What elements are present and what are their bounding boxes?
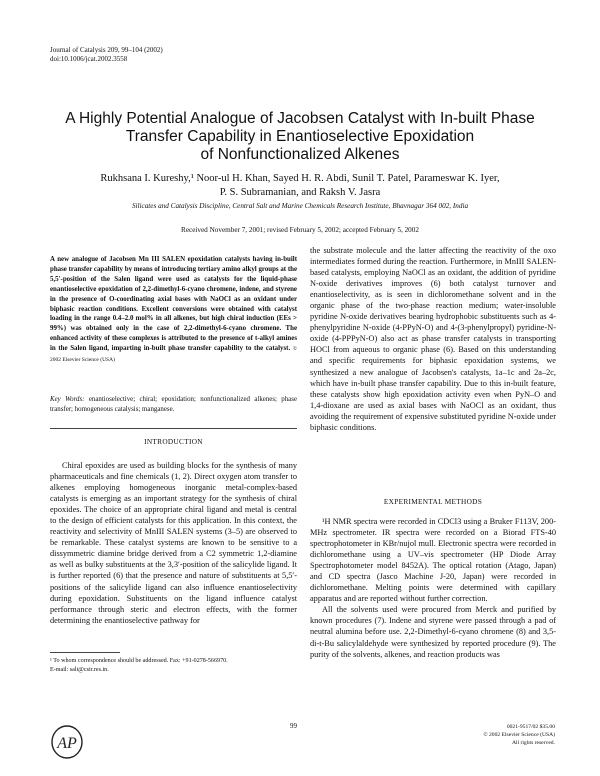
section-divider bbox=[50, 428, 297, 429]
title-line-2: Transfer Capability in Enantioselective Epoxidation bbox=[125, 128, 475, 145]
logo-text: AP bbox=[57, 735, 77, 752]
publisher-logo bbox=[50, 724, 84, 760]
rights-statement bbox=[483, 724, 555, 747]
rights-line-3: All rights reserved. bbox=[511, 739, 555, 746]
abstract-copyright: © 2002 Elsevier Science (USA) bbox=[50, 346, 297, 364]
journal-line: Journal of Catalysis 209, 99–104 (2002) bbox=[50, 46, 163, 54]
footnote bbox=[50, 657, 297, 674]
title-line-1: A Highly Potential Analogue of Jacobsen Catalyst with In-built Phase bbox=[65, 110, 535, 127]
journal-citation bbox=[50, 46, 163, 64]
experimental-paragraph-2: All the solvents used were procured from Merck and purified by known procedures (7). Indene and styrene were passed through a pad of neutral alumina before use. 2,2-Dimethyl-6-cyano chromene (8) and 3,5-di-t-Bu salicylaldehyde were synthesized by reported procedure (9). The purity of the solvents, alkenes, and reaction products was bbox=[310, 605, 556, 659]
experimental-body bbox=[310, 516, 556, 660]
introduction-paragraph: Chiral epoxides are used as building blocks for the synthesis of many pharmaceuticals and fine chemicals (1, 2). Direct oxygen atom transfer to alkenes employing homogeneous inorganic metal-complex-based catalysts is emerging as an important strategy for the synthesis of chiral epoxides. The choice of an appropriate chiral ligand and metal is central to the design of efficient catalysts for this application. In this context, the reactivity and selectivity of MnIII SALEN systems (3–5) are observed to be remarkable. These catalyst systems are known to be sensitive to a dissymmetric diamine bridge derived from a C2 symmetric 1,2-diamine as well as bulky substituents at the 3,3′-position of the salicylide ligand. It is further reported (6) that the presence and nature of substituents at 5,5′-positions of the salicylide ligand can also influence enantioselectivity during epoxidation. Substituents on the ligand influence catalyst performance through steric and electron effects, with the former determining the enantioselective pathway for bbox=[50, 461, 297, 625]
affiliation: Silicates and Catalysis Discipline, Central Salt and Marine Chemicals Research Institute, Bhavnagar 364 002, India bbox=[131, 202, 469, 210]
experimental-heading: EXPERIMENTAL METHODS bbox=[383, 497, 483, 506]
footnote-line-1: ¹ To whom correspondence should be addressed. Fax: +91-0278-566970. bbox=[50, 658, 228, 664]
footnote-rule bbox=[50, 652, 120, 653]
keywords-label: Key Words: bbox=[50, 396, 85, 403]
keywords bbox=[50, 395, 297, 415]
right-paragraph-1: the substrate molecule and the latter affecting the reactivity of the oxo intermediates formed during the reaction. Furthermore, in MnIII SALEN-based catalysts, employing NaOCl as an oxidant, the addition of pyridine N-oxide derivatives improves (6) both catalyst turnover and enantioselectivity, as is seen in dichloromethane solvent and in the organic phase of the two-phase reaction medium; water-insoluble pyridine N-oxide derivatives bearing hydrophobic substituents such as 4-phenylpyridine N-oxide (4-PPyN-O) and 4-(3-phenylpropyl) pyridine-N-oxide (4-PPPyN-O) also act as phase transfer catalysts in transporting HOCl from aqueous to organic phase (6). Based on this understanding and specific requirements for biphasic epoxidation systems, we synthesized a new analogue of Jacobsen's catalysts, 1a–1c and 2a–2c, which have in-built phase transfer capability. Due to this in-built feature, these catalysts show high epoxidation activity even when PyN–O and 1,4-dioxane are used as axial bases with NaOCl as an oxidant, thus avoiding the requirement of expensive substituted pyridine N-oxide under biphasic conditions. bbox=[310, 246, 556, 432]
paper-title bbox=[40, 110, 560, 164]
abstract-text: A new analogue of Jacobsen Mn III SALEN epoxidation catalysts having in-built phase transfer capability by means of introducing tertiary amino alkyl groups at the 5,5′-position of the Salen ligand were used as catalysts for the liquid-phase enantioselective epoxidation of 2,2-dimethyl-6-cyano chromene, indene, and styrene in the presence of O-coordinating axial bases with NaOCl as an oxidant under biphasic reaction conditions. Excellent conversions were obtained with catalyst loading in the range 0.4–2.0 mol% in all alkenes, but high chiral induction (EEs > 99%) was obtained only in the case of 2,2-dimethyl-6-cyano chromene. The enhanced activity of these complexes is attributed to the presence of t-alkyl amines in the Salen ligand, imparting in-built phase transfer capability to the catalyst. bbox=[50, 256, 297, 353]
introduction-heading: INTRODUCTION bbox=[144, 437, 203, 446]
experimental-paragraph-1: ¹H NMR spectra were recorded in CDCl3 using a Bruker F113V, 200-MHz spectrometer. IR spectra were recorded on a Biorad FTS-40 spectrophotometer in KBr/nujol mull. Electronic spectra were recorded in dichloromethane using a UV–vis spectrometer (HP Diode Array Spectrophotometer model 8452A). The optical rotation (Atago, Japan) and CD spectra (Jasco Machine J-20, Japan) were recorded in dichloromethane. Melting points were determined with capillary apparatus and are reported without further correction. bbox=[310, 517, 556, 604]
page-number: 99 bbox=[290, 722, 297, 730]
introduction-body bbox=[50, 460, 297, 626]
authors-line-2: P. S. Subramanian, and Raksh V. Jasra bbox=[219, 187, 381, 198]
rights-line-1: 0021-9517/02 $35.00 bbox=[506, 724, 555, 730]
title-line-3: of Nonfunctionalized Alkenes bbox=[200, 146, 400, 163]
authors-line-1: Rukhsana I. Kureshy,¹ Noor-ul H. Khan, Sayed H. R. Abdi, Sunil T. Patel, Parameswar K. Iyer, bbox=[100, 173, 500, 184]
author-list bbox=[60, 172, 540, 200]
footnote-line-2: E-mail: salt@csir.res.in. bbox=[50, 666, 109, 673]
right-column-body bbox=[310, 245, 556, 433]
doi-line: doi:10.1006/jcat.2002.3558 bbox=[50, 55, 128, 63]
received-dates: Received November 7, 2001; revised February 5, 2002; accepted February 5, 2002 bbox=[181, 226, 419, 234]
publisher-logo-icon bbox=[50, 724, 84, 760]
rights-line-2: © 2002 Elsevier Science (USA) bbox=[483, 731, 555, 738]
abstract bbox=[50, 255, 297, 366]
keywords-text: enantioselective; chiral; epoxidation; nonfunctionalized alkenes; phase transfer; homogeneous catalysis; manganese. bbox=[50, 396, 297, 413]
